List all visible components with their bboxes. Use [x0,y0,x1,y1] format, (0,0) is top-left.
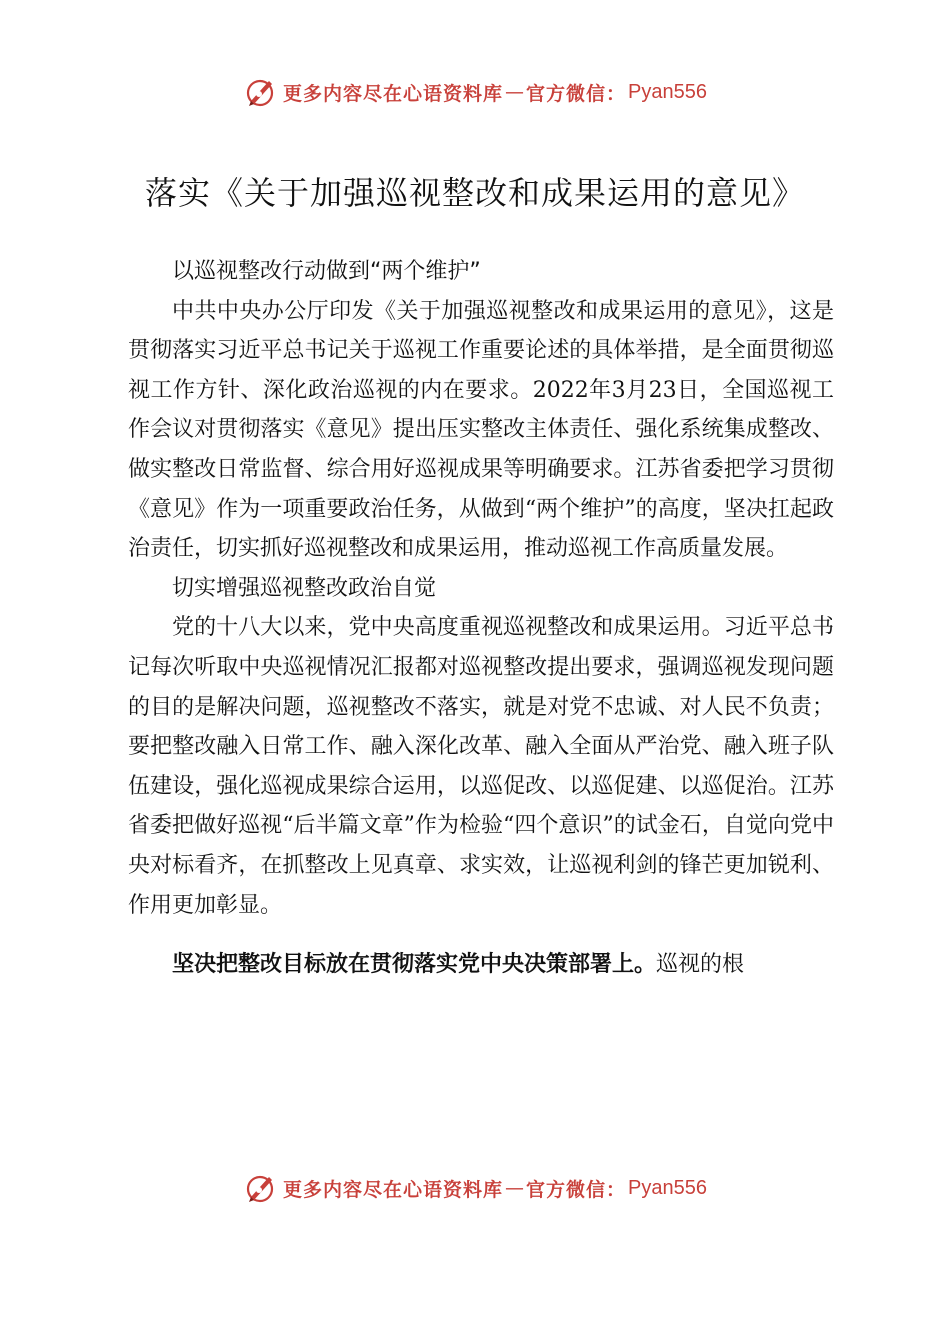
footer-wechat-id: Pyan556 [628,1176,707,1199]
paragraph-3-lead: 坚决把整改目标放在贯彻落实党中央决策部署上。 [172,952,657,978]
paragraph-1: 中共中央办公厅印发《关于加强巡视整改和成果运用的意见》，这是贯彻落实习近平总书记关于巡视工作重要论述的具体举措，是全面贯彻巡视工作方针、深化政治巡视的内在要求。2022年3月23日，全国巡视工作会议对贯彻落实《意见》提出压实整改主体责任、强化系统集成整改、做实整改日常监督、综合用好巡视成果等明确要求。江苏省委把学习贯彻《意见》作为一项重要政治任务，从做到“两个维护”的高度，坚决扛起政治责任，切实抓好巡视整改和成果运用，推动巡视工作高质量发展。 [128,298,834,562]
banner-wechat-label: 官方微信： [526,82,627,105]
document-title: 落实《关于加强巡视整改和成果运用的意见》 [144,174,805,212]
footer-separator: — [505,1177,525,1199]
section-heading-2: 切实增强巡视整改政治自觉 [172,575,437,601]
document-body [128,252,834,985]
paragraph-2: 党的十八大以来，党中央高度重视巡视整改和成果运用。习近平总书记每次听取中央巡视情况汇报都对巡视整改提出要求，强调巡视发现问题的目的是解决问题，巡视整改不落实，就是对党不忠诚、对人民不负责；要把整改融入日常工作、融入深化改革、融入全面从严治党、融入班子队伍建设，强化巡视成果综合运用，以巡促改、以巡促建、以巡促治。江苏省委把做好巡视“后半篇文章”作为检验“四个意识”的试金石，自觉向党中央对标看齐，在抓整改上见真章、求实效，让巡视利剑的锋芒更加锐利、作用更加彰显。 [128,615,834,918]
pen-logo-icon [243,75,277,109]
banner-wechat-id: Pyan556 [628,80,707,103]
footer-wechat-label: 官方微信： [526,1178,627,1201]
footer-banner [0,1168,950,1208]
paragraph-3 [128,945,834,985]
paragraph-3-tail: 巡视的根 [656,952,745,978]
banner-promo-text: 更多内容尽在心语资料库 [283,82,504,105]
footer-promo-text: 更多内容尽在心语资料库 [283,1178,504,1201]
pen-logo-icon [243,1171,277,1205]
section-heading-1: 以巡视整改行动做到“两个维护” [172,259,481,284]
banner-separator: — [505,81,525,103]
header-banner [0,72,950,112]
